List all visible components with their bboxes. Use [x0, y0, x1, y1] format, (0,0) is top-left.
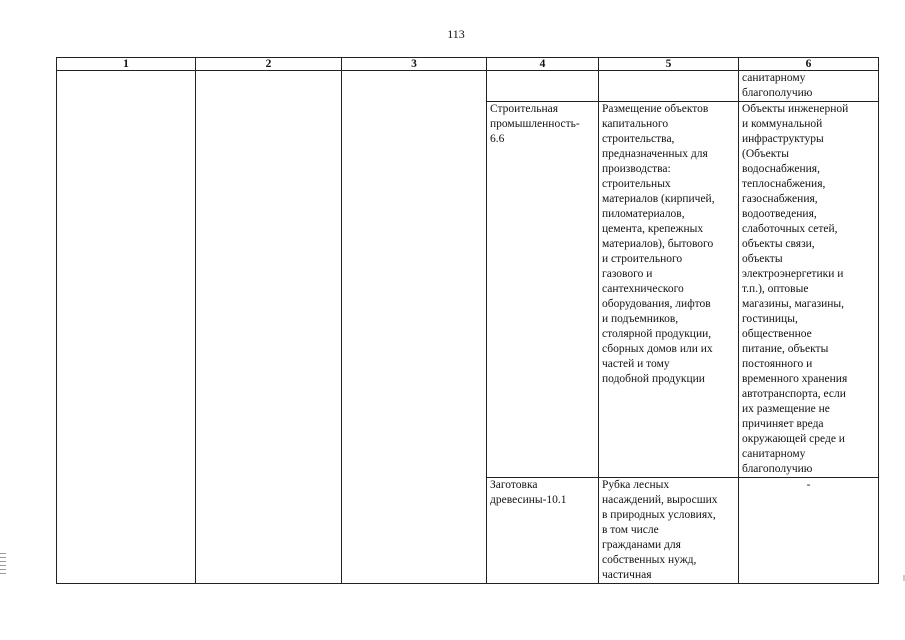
use-type-cell: Заготовка древесины-10.1	[487, 478, 599, 584]
column-2-cell	[196, 71, 342, 584]
zoning-table	[56, 57, 879, 584]
column-header-5: 5	[599, 58, 739, 71]
description-cell	[599, 71, 739, 102]
column-3-cell	[342, 71, 487, 584]
conditional-uses-cell: Объекты инженерной и коммунальной инфраструктуры (Объекты водоснабжения, теплоснабжения, газоснабжения, водоотведения, слаботочных сетей, объекты связи, объекты электроэнергетики и т.п.), оптовые магазины, магазины, гостиницы, общественное питание, объекты постоянного и временного хранения автотранспорта, если их размещение не причиняет вреда окружающей среде и санитарному благополучию	[739, 102, 879, 478]
column-1-cell	[57, 71, 196, 584]
table-header-row	[57, 58, 879, 71]
column-header-4: 4	[487, 58, 599, 71]
use-type-cell	[487, 71, 599, 102]
column-header-2: 2	[196, 58, 342, 71]
column-header-3: 3	[342, 58, 487, 71]
conditional-uses-cell: санитарному благополучию	[739, 71, 879, 102]
description-cell: Рубка лесных насаждений, выросших в природных условиях, в том числе гражданами для собственных нужд, частичная	[599, 478, 739, 584]
description-cell: Размещение объектов капитального строительства, предназначенных для производства: строительных материалов (кирпичей, пиломатериалов, цемента, крепежных материалов), бытового и строительного газового и сантехнического оборудования, лифтов и подъемников, столярной продукции, сборных домов или их частей и тому подобной продукции	[599, 102, 739, 478]
use-type-cell: Строительная промышленность- 6.6	[487, 102, 599, 478]
page-number: 113	[447, 27, 465, 41]
column-header-6: 6	[739, 58, 879, 71]
column-header-1: 1	[57, 58, 196, 71]
conditional-uses-cell: -	[739, 478, 879, 584]
scan-margin-marks	[0, 553, 6, 583]
table-row	[57, 71, 879, 102]
